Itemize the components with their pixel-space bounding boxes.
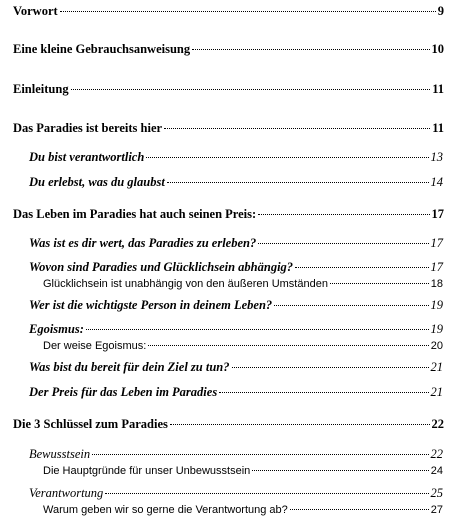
toc-entry-page: 20 <box>430 340 443 352</box>
dot-leader <box>170 424 430 425</box>
dot-leader <box>295 267 428 268</box>
toc-entry-warum-verantwortung-ab[interactable] <box>0 502 459 518</box>
toc-entry-page: 22 <box>430 447 443 461</box>
toc-entry-leben-im-paradies-preis[interactable] <box>0 206 459 222</box>
toc-entry-drei-schluessel[interactable] <box>0 416 459 432</box>
toc-entry-title: Bewusstsein <box>29 447 91 461</box>
dot-leader <box>290 509 429 510</box>
dot-leader <box>148 345 428 346</box>
toc-entry-title: Die 3 Schlüssel zum Paradies <box>13 417 168 431</box>
toc-entry-page: 24 <box>430 465 443 477</box>
toc-entry-einleitung[interactable] <box>0 81 459 97</box>
dot-leader <box>219 392 428 393</box>
toc-entry-wovon-abhaengig[interactable] <box>0 259 459 275</box>
dot-leader <box>86 329 429 330</box>
dot-leader <box>252 470 428 471</box>
toc-entry-page: 11 <box>432 121 444 135</box>
dot-leader <box>330 283 429 284</box>
toc-entry-gebrauchsanweisung[interactable] <box>0 41 459 57</box>
toc-entry-title: Verantwortung <box>29 486 104 500</box>
toc-entry-page: 10 <box>431 42 444 56</box>
dot-leader <box>274 305 428 306</box>
toc-entry-bewusstsein[interactable] <box>0 446 459 462</box>
toc-entry-preis-leben-paradies[interactable] <box>0 384 459 400</box>
toc-entry-verantwortlich[interactable] <box>0 149 459 165</box>
dot-leader <box>60 11 436 12</box>
dot-leader <box>232 367 429 368</box>
toc-entry-title: Du erlebst, was du glaubst <box>29 175 165 189</box>
toc-entry-verantwortung[interactable] <box>0 485 459 501</box>
toc-entry-title: Wovon sind Paradies und Glücklichsein abhängig? <box>29 260 294 274</box>
dot-leader <box>258 243 428 244</box>
dot-leader <box>92 454 428 455</box>
toc-entry-title: Der Preis für das Leben im Paradies <box>29 385 218 399</box>
toc-entry-erlebst-was-du-glaubst[interactable] <box>0 174 459 190</box>
toc-entry-page: 19 <box>430 298 443 312</box>
toc-entry-vorwort[interactable] <box>0 3 459 19</box>
toc-entry-page: 9 <box>437 4 444 18</box>
toc-entry-page: 21 <box>430 360 443 374</box>
toc-entry-page: 18 <box>430 278 443 290</box>
toc-entry-title: Glücklichsein ist unabhängig von den äußeren Umständen <box>43 278 328 290</box>
toc-entry-egoismus[interactable] <box>0 321 459 337</box>
toc-entry-paradies-bereits-hier[interactable] <box>0 120 459 136</box>
toc-entry-page: 17 <box>431 207 444 221</box>
toc-entry-title: Der weise Egoismus: <box>43 340 147 352</box>
toc-entry-title: Die Hauptgründe für unser Unbewusstsein <box>43 465 251 477</box>
toc-entry-page: 11 <box>432 82 444 96</box>
toc-entry-title: Eine kleine Gebrauchsanweisung <box>13 42 191 56</box>
toc-entry-was-bist-du-bereit[interactable] <box>0 359 459 375</box>
toc-entry-title: Was ist es dir wert, das Paradies zu erleben? <box>29 236 257 250</box>
dot-leader <box>258 214 429 215</box>
toc-entry-title: Warum geben wir so gerne die Verantwortung ab? <box>43 504 288 516</box>
dot-leader <box>192 49 429 50</box>
toc-entry-title: Egoismus: <box>29 322 84 336</box>
toc-entry-hauptgruende-unbewusstsein[interactable] <box>0 463 459 479</box>
toc-entry-page: 13 <box>430 150 443 164</box>
toc-entry-page: 17 <box>430 260 443 274</box>
dot-leader <box>146 157 428 158</box>
toc-entry-title: Wer ist die wichtigste Person in deinem Leben? <box>29 298 273 312</box>
toc-entry-page: 22 <box>431 417 444 431</box>
toc-entry-title: Einleitung <box>13 82 69 96</box>
toc-entry-title: Das Leben im Paradies hat auch seinen Preis: <box>13 207 257 221</box>
dot-leader <box>105 493 428 494</box>
toc-entry-gluecklichsein-unabhaengig[interactable] <box>0 276 459 292</box>
toc-entry-page: 27 <box>430 504 443 516</box>
toc-entry-title: Du bist verantwortlich <box>29 150 145 164</box>
toc-entry-page: 14 <box>430 175 443 189</box>
dot-leader <box>167 182 429 183</box>
toc-entry-wichtigste-person[interactable] <box>0 297 459 313</box>
toc-entry-weise-egoismus[interactable] <box>0 338 459 354</box>
toc-entry-title: Das Paradies ist bereits hier <box>13 121 163 135</box>
toc-entry-title: Vorwort <box>13 4 58 18</box>
toc-entry-page: 25 <box>430 486 443 500</box>
dot-leader <box>71 89 431 90</box>
toc-entry-page: 19 <box>430 322 443 336</box>
toc-entry-page: 17 <box>430 236 443 250</box>
toc-entry-page: 21 <box>430 385 443 399</box>
toc-entry-title: Was bist du bereit für dein Ziel zu tun? <box>29 360 230 374</box>
toc-entry-was-ist-es-dir-wert[interactable] <box>0 235 459 251</box>
dot-leader <box>164 128 430 129</box>
